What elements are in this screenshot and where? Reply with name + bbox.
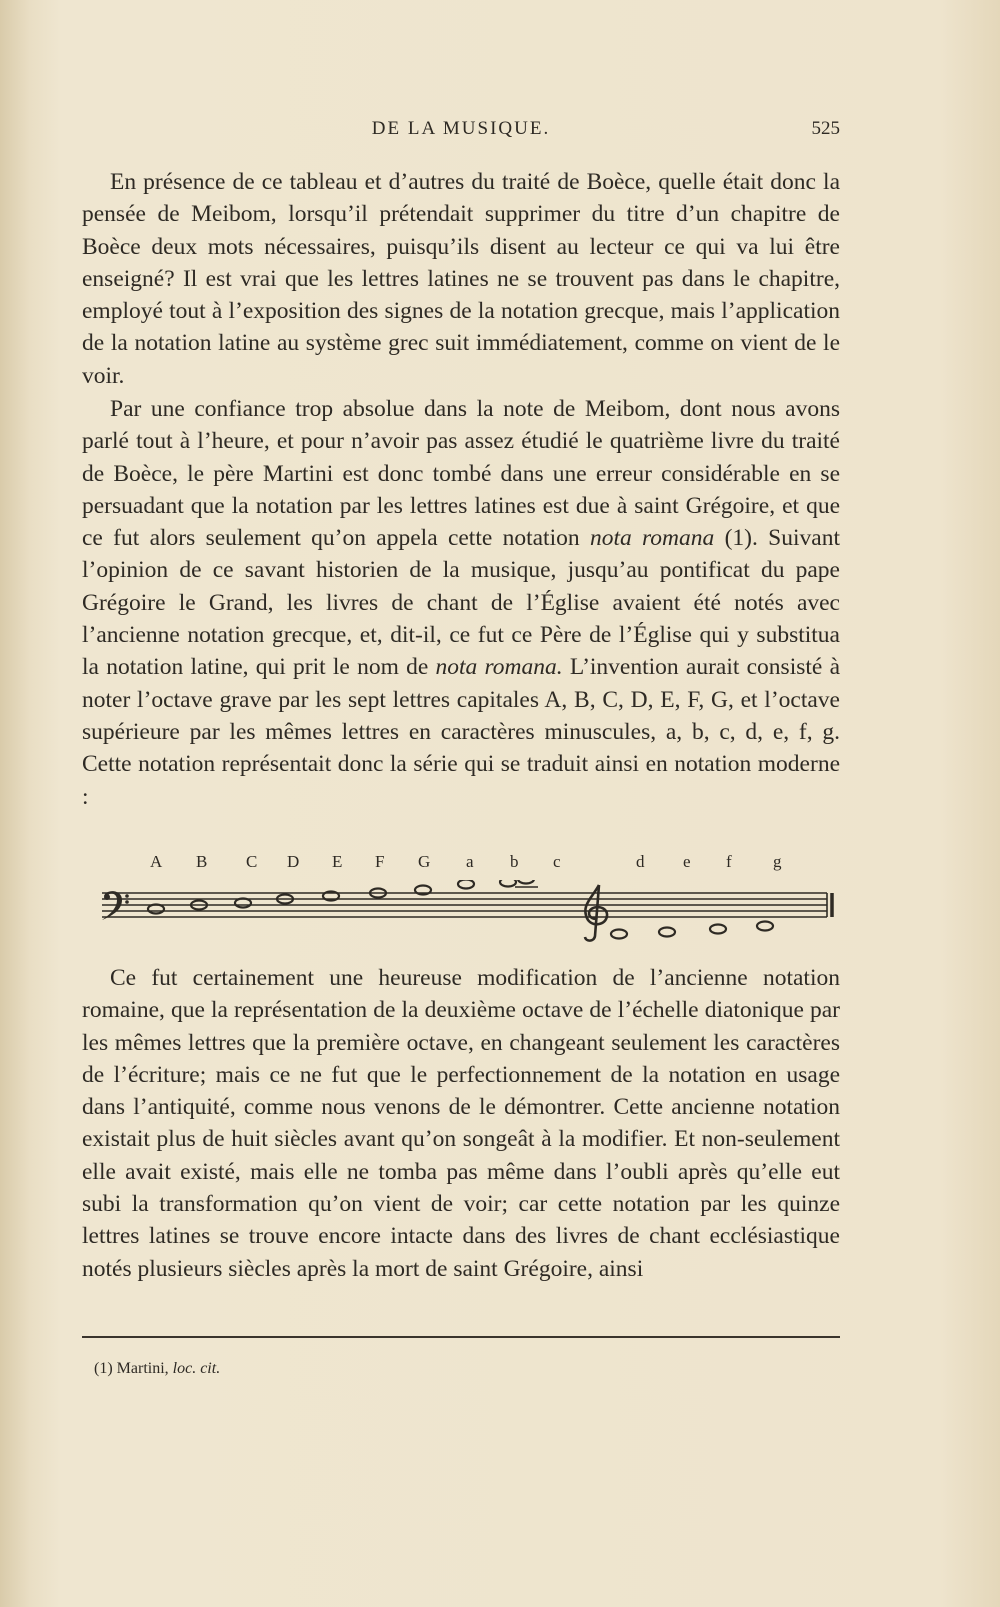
note-letter: C [246,852,258,871]
footnote-reference: loc. cit. [172,1360,221,1377]
footnote-rule [82,1336,840,1338]
note-letter: g [773,852,782,871]
paragraph-2 [82,393,840,813]
paragraph-3 [82,962,840,1285]
note-letter: A [150,852,163,871]
footnote-marker: (1) [94,1360,113,1377]
page-number: 525 [811,118,840,139]
note-letter: D [287,852,300,871]
whole-note-icon [458,880,474,889]
paragraph-1 [82,166,840,392]
paragraph-2-start: Par une confiance trop absolue dans la note de Meibom, dont nous avons parlé tout à l’heure, et pour n’avoir pas assez étudié le quatrième livre du traité de Boèce, le père Martini est donc tombé dans une erreur considérable en se persuadant que la notation par les lettres latines est due à saint Grégoire, et que ce fut alors seulement qu’on appela cette notation [82,396,840,552]
italic-term: nota romana. [435,654,563,681]
note-letter: d [636,852,645,871]
note-letter: c [553,852,561,871]
running-title: DE LA MUSIQUE. [371,118,551,139]
whole-note-icon [235,899,251,908]
whole-note-icon [659,928,675,937]
note-letter: E [332,852,343,871]
note-letter: F [375,852,385,871]
italic-term: nota romana [589,525,715,552]
note-letter: B [196,852,208,871]
whole-note-icon [757,922,773,931]
paragraph-text: En présence de ce tableau et d’autres du traité de Boèce, quelle était donc la pensée de Meibom, lorsqu’il prétendait supprimer du titre d’un chapitre de Boèce deux mots nécessaires, puisqu’ils disent au lecteur ce qui va lui être enseigné? Il est vrai que les lettres latines ne se trouvent pas dans le chapitre, employé tout à l’exposition des signes de la notation grecque, mais l’application de la notation latine au système grec suit immédiatement, comme on vient de le voir. [82,169,840,389]
footnote [94,1360,220,1378]
paragraph-2-end: L’invention aurait consisté à noter l’octave grave par les sept lettres capitales A, B, C, D, E, F, G, et l’octave supérieure par les mêmes lettres en caractères minuscules, a, b, c, d, e, f, g. Cette notation représentait donc la série qui se traduit ainsi en notation moderne : [82,654,840,810]
whole-note-icon [518,880,534,884]
whole-note-icon [611,930,627,939]
whole-note-icon [500,880,516,887]
footnote-author: Martini, [116,1360,169,1377]
whole-note-icon [148,905,164,914]
paragraph-text [82,393,840,813]
page-header [82,118,840,148]
paragraph-2-middle: (1). Suivant l’opinion de ce savant historien de la musique, jusqu’au pontificat du pape Grégoire le Grand, les livres de chant de l’Église avaient été notés avec l’ancienne notation grecque, et, dit-il, ce fut ce Père de l’Église qui y substitua la notation latine, qui prit le nom de [82,525,840,681]
music-staff [82,880,842,956]
note-letter: f [726,852,732,871]
note-letter: e [683,852,691,871]
note-letter: G [418,852,431,871]
whole-notes [148,880,773,939]
note-letter: b [510,852,519,871]
note-letter-row [0,852,1000,876]
note-letter: a [466,852,474,871]
whole-note-icon [710,925,726,934]
paragraph-text: Ce fut certainement une heureuse modification de l’ancienne notation romaine, que la représentation de la deuxième octave de l’échelle diatonique par les mêmes lettres que la première octave, en changeant seulement les caractères de l’écriture; mais ce ne fut que le perfectionnement de la notation en usage dans l’antiquité, comme nous venons de le démontrer. Cette ancienne notation existait plus de huit siècles avant qu’on songeât à la modifier. Et non-seulement elle avait existé, mais elle ne tomba pas même dans l’oubli après qu’elle eut subi la transformation qu’on vient de voir; car cette notation par les quinze lettres latines se trouve encore intacte dans des livres de chant ecclésiastique notés plusieurs siècles après la mort de saint Grégoire, ainsi [82,965,840,1282]
